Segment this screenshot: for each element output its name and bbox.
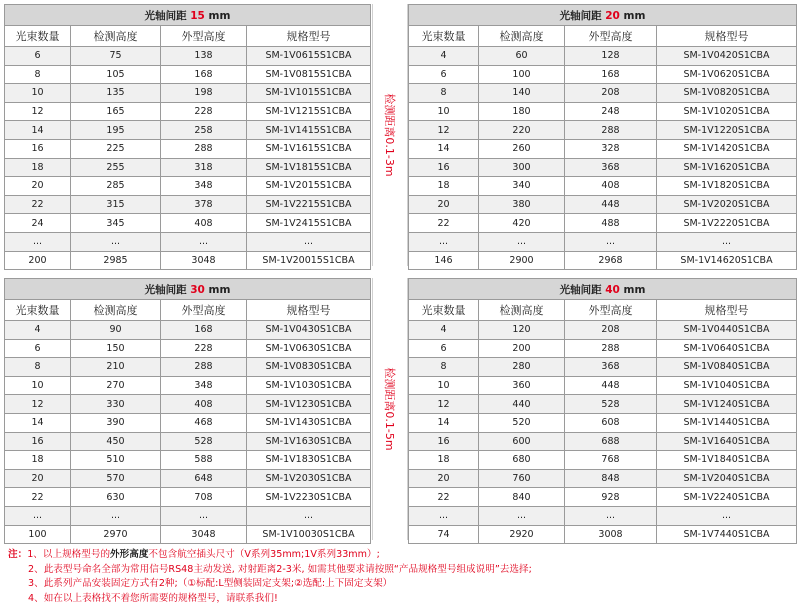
col-header-detect-height: 检测高度 (479, 26, 565, 47)
cell-detect-height: 105 (71, 65, 161, 84)
table-row (409, 251, 797, 270)
table-title: 光轴间距 40 mm (409, 279, 797, 300)
cell-outer-height: 3048 (161, 525, 247, 544)
cell-beam-count: 8 (5, 65, 71, 84)
cell-model: SM-1V1820S1CBA (657, 177, 797, 196)
cell-detect-height: 200 (479, 339, 565, 358)
table-row (409, 525, 797, 544)
cell-detect-height: ... (479, 506, 565, 525)
table-row (409, 84, 797, 103)
cell-detect-height: 2900 (479, 251, 565, 270)
table-row (5, 195, 371, 214)
cell-outer-height: 928 (565, 488, 657, 507)
cell-model: SM-1V0420S1CBA (657, 47, 797, 66)
cell-model: SM-1V0440S1CBA (657, 321, 797, 340)
cell-detect-height: 260 (479, 139, 565, 158)
cell-detect-height: 2985 (71, 251, 161, 270)
cell-outer-height: 368 (565, 358, 657, 377)
cell-beam-count: 146 (409, 251, 479, 270)
cell-beam-count: 24 (5, 214, 71, 233)
cell-outer-height: 708 (161, 488, 247, 507)
cell-detect-height: 2970 (71, 525, 161, 544)
cell-outer-height: 2968 (565, 251, 657, 270)
cell-detect-height: ... (479, 232, 565, 251)
table-row (5, 451, 371, 470)
cell-detect-height: 345 (71, 214, 161, 233)
cell-outer-height: 648 (161, 469, 247, 488)
cell-beam-count: 18 (409, 451, 479, 470)
table-title: 光轴间距 15 mm (5, 5, 371, 26)
table-row (5, 413, 371, 432)
table-row (409, 376, 797, 395)
cell-detect-height: 75 (71, 47, 161, 66)
cell-detect-height: 630 (71, 488, 161, 507)
cell-beam-count: 14 (5, 121, 71, 140)
cell-outer-height: 528 (161, 432, 247, 451)
cell-outer-height: ... (161, 506, 247, 525)
cell-outer-height: 138 (161, 47, 247, 66)
cell-beam-count: 20 (409, 469, 479, 488)
cell-outer-height: 448 (565, 195, 657, 214)
cell-beam-count: 12 (409, 395, 479, 414)
cell-detect-height: ... (71, 232, 161, 251)
cell-detect-height: 840 (479, 488, 565, 507)
spec-table-20mm (408, 4, 797, 270)
cell-model: SM-1V0640S1CBA (657, 339, 797, 358)
cell-model: SM-1V1030S1CBA (247, 376, 371, 395)
cell-beam-count: 4 (409, 47, 479, 66)
table-body (5, 321, 371, 544)
col-header-beam-count: 光束数量 (5, 300, 71, 321)
cell-beam-count: 18 (409, 177, 479, 196)
cell-beam-count: 200 (5, 251, 71, 270)
table-row (409, 432, 797, 451)
table-title: 光轴间距 20 mm (409, 5, 797, 26)
cell-model: SM-1V1040S1CBA (657, 376, 797, 395)
cell-model: SM-1V2240S1CBA (657, 488, 797, 507)
table-row (5, 488, 371, 507)
table-row (5, 139, 371, 158)
cell-model: SM-1V0620S1CBA (657, 65, 797, 84)
cell-model: SM-1V2230S1CBA (247, 488, 371, 507)
cell-outer-height: 408 (161, 395, 247, 414)
cell-beam-count: 20 (5, 177, 71, 196)
col-header-model: 规格型号 (657, 26, 797, 47)
cell-beam-count: 4 (5, 321, 71, 340)
cell-beam-count: 18 (5, 158, 71, 177)
cell-outer-height: 288 (161, 139, 247, 158)
spec-group-top (0, 4, 800, 266)
cell-beam-count: 10 (409, 376, 479, 395)
table-body (5, 47, 371, 270)
table-row (5, 177, 371, 196)
cell-model: SM-1V0430S1CBA (247, 321, 371, 340)
table-row (5, 47, 371, 66)
table-row (5, 321, 371, 340)
cell-beam-count: ... (409, 232, 479, 251)
cell-model: ... (657, 232, 797, 251)
cell-model: SM-1V1630S1CBA (247, 432, 371, 451)
cell-detect-height: 600 (479, 432, 565, 451)
table-row (409, 339, 797, 358)
cell-outer-height: 228 (161, 102, 247, 121)
table-row (5, 84, 371, 103)
table-row (409, 158, 797, 177)
cell-outer-height: 248 (565, 102, 657, 121)
cell-model: SM-1V1615S1CBA (247, 139, 371, 158)
col-header-outer-height: 外型高度 (161, 26, 247, 47)
cell-outer-height: 258 (161, 121, 247, 140)
cell-outer-height: 528 (565, 395, 657, 414)
cell-outer-height: 688 (565, 432, 657, 451)
detection-range-label: 检测距离0.1-3m (383, 93, 396, 177)
cell-outer-height: 348 (161, 177, 247, 196)
cell-model: ... (247, 506, 371, 525)
cell-beam-count: 6 (5, 339, 71, 358)
col-header-model: 规格型号 (247, 300, 371, 321)
table-row (5, 158, 371, 177)
col-header-beam-count: 光束数量 (409, 26, 479, 47)
cell-beam-count: 12 (409, 121, 479, 140)
table-body (409, 47, 797, 270)
cell-model: SM-1V1215S1CBA (247, 102, 371, 121)
cell-detect-height: 140 (479, 84, 565, 103)
cell-model: SM-1V1815S1CBA (247, 158, 371, 177)
table-row (409, 413, 797, 432)
cell-detect-height: 390 (71, 413, 161, 432)
cell-model: SM-1V1430S1CBA (247, 413, 371, 432)
table-row (5, 432, 371, 451)
cell-detect-height: 150 (71, 339, 161, 358)
table-row (5, 65, 371, 84)
cell-outer-height: 328 (565, 139, 657, 158)
cell-detect-height: 180 (479, 102, 565, 121)
table-row (409, 121, 797, 140)
spec-table-15mm (4, 4, 371, 270)
note-3: 3、此系列产品安装固定方式有2种;（①标配:L型侧装固定支架;②选配:上下固定支架） (28, 578, 393, 589)
table-row (5, 525, 371, 544)
cell-model: SM-1V0840S1CBA (657, 358, 797, 377)
table-row (409, 232, 797, 251)
cell-beam-count: 10 (5, 376, 71, 395)
range-label-column (372, 278, 408, 540)
cell-beam-count: 14 (409, 139, 479, 158)
cell-outer-height: 198 (161, 84, 247, 103)
note-1: 注：1、以上规格型号的外形高度不包含航空插头尺寸（V系列35mm;1V系列33mm）; (8, 549, 380, 560)
cell-outer-height: 848 (565, 469, 657, 488)
cell-beam-count: 22 (5, 195, 71, 214)
cell-outer-height: 228 (161, 339, 247, 358)
cell-outer-height: 768 (565, 451, 657, 470)
cell-detect-height: 680 (479, 451, 565, 470)
table-row (409, 488, 797, 507)
cell-model: SM-1V2020S1CBA (657, 195, 797, 214)
note-4: 4、如在以上表格找不着您所需要的规格型号，请联系我们! (28, 592, 278, 604)
cell-model: SM-1V0820S1CBA (657, 84, 797, 103)
cell-beam-count: 8 (409, 358, 479, 377)
cell-detect-height: 760 (479, 469, 565, 488)
cell-beam-count: 20 (409, 195, 479, 214)
cell-beam-count: 14 (409, 413, 479, 432)
cell-beam-count: 22 (5, 488, 71, 507)
table-row (409, 102, 797, 121)
cell-outer-height: 168 (161, 321, 247, 340)
cell-model: SM-1V0815S1CBA (247, 65, 371, 84)
cell-detect-height: 100 (479, 65, 565, 84)
cell-beam-count: 16 (409, 432, 479, 451)
cell-model: SM-1V0630S1CBA (247, 339, 371, 358)
spec-table-40mm (408, 278, 797, 544)
cell-beam-count: 4 (409, 321, 479, 340)
cell-detect-height: 520 (479, 413, 565, 432)
table-row (409, 358, 797, 377)
cell-detect-height: 300 (479, 158, 565, 177)
cell-model: SM-1V2215S1CBA (247, 195, 371, 214)
table-row (409, 177, 797, 196)
cell-outer-height: 408 (161, 214, 247, 233)
table-row (409, 395, 797, 414)
cell-beam-count: 22 (409, 214, 479, 233)
col-header-outer-height: 外型高度 (565, 300, 657, 321)
cell-beam-count: 8 (409, 84, 479, 103)
cell-model: SM-1V1015S1CBA (247, 84, 371, 103)
table-row (409, 47, 797, 66)
cell-detect-height: 510 (71, 451, 161, 470)
table-row (409, 195, 797, 214)
table-row (5, 358, 371, 377)
cell-model: SM-1V1420S1CBA (657, 139, 797, 158)
cell-model: SM-1V1020S1CBA (657, 102, 797, 121)
cell-beam-count: 16 (5, 432, 71, 451)
cell-model: SM-1V1230S1CBA (247, 395, 371, 414)
cell-model: SM-1V1640S1CBA (657, 432, 797, 451)
cell-model: SM-1V2040S1CBA (657, 469, 797, 488)
col-header-model: 规格型号 (657, 300, 797, 321)
cell-detect-height: 270 (71, 376, 161, 395)
table-row (5, 469, 371, 488)
cell-model: SM-1V2415S1CBA (247, 214, 371, 233)
cell-outer-height: 208 (565, 84, 657, 103)
cell-model: SM-1V0830S1CBA (247, 358, 371, 377)
cell-model: SM-1V1220S1CBA (657, 121, 797, 140)
cell-detect-height: 340 (479, 177, 565, 196)
cell-beam-count: 16 (5, 139, 71, 158)
spec-table-30mm (4, 278, 371, 544)
table-row (409, 451, 797, 470)
table-row (5, 102, 371, 121)
cell-outer-height: 288 (161, 358, 247, 377)
cell-detect-height: 450 (71, 432, 161, 451)
col-header-beam-count: 光束数量 (409, 300, 479, 321)
col-header-model: 规格型号 (247, 26, 371, 47)
cell-detect-height: 440 (479, 395, 565, 414)
cell-detect-height: 135 (71, 84, 161, 103)
cell-beam-count: 12 (5, 102, 71, 121)
cell-beam-count: 10 (409, 102, 479, 121)
table-row (409, 506, 797, 525)
cell-detect-height: 60 (479, 47, 565, 66)
range-label-column (372, 4, 408, 266)
cell-detect-height: 315 (71, 195, 161, 214)
col-header-detect-height: 检测高度 (479, 300, 565, 321)
cell-model: SM-1V2220S1CBA (657, 214, 797, 233)
cell-outer-height: 168 (161, 65, 247, 84)
cell-beam-count: 8 (5, 358, 71, 377)
cell-model: SM-1V1440S1CBA (657, 413, 797, 432)
notes-section (8, 548, 798, 606)
cell-outer-height: 408 (565, 177, 657, 196)
cell-beam-count: 6 (409, 339, 479, 358)
table-row (5, 376, 371, 395)
cell-model: SM-1V20015S1CBA (247, 251, 371, 270)
spec-group-bottom (0, 278, 800, 540)
cell-model: SM-1V1415S1CBA (247, 121, 371, 140)
cell-model: SM-1V1840S1CBA (657, 451, 797, 470)
cell-outer-height: 588 (161, 451, 247, 470)
cell-detect-height: 120 (479, 321, 565, 340)
cell-outer-height: 368 (565, 158, 657, 177)
cell-detect-height: 330 (71, 395, 161, 414)
cell-outer-height: 468 (161, 413, 247, 432)
cell-outer-height: 448 (565, 376, 657, 395)
note-2: 2、此表型号命名全部为常用信号RS48主动发送, 对射距离2-3米, 如需其他要求请按照“产品规格型号组成说明”去选择; (28, 563, 532, 575)
cell-detect-height: 220 (479, 121, 565, 140)
cell-detect-height: 210 (71, 358, 161, 377)
table-row (5, 232, 371, 251)
detection-range-label: 检测距离0.1-5m (383, 367, 396, 451)
cell-outer-height: 168 (565, 65, 657, 84)
table-row (5, 395, 371, 414)
cell-detect-height: 225 (71, 139, 161, 158)
cell-model: SM-1V2015S1CBA (247, 177, 371, 196)
table-row (409, 214, 797, 233)
table-row (409, 139, 797, 158)
cell-beam-count: 18 (5, 451, 71, 470)
table-row (5, 506, 371, 525)
table-row (5, 251, 371, 270)
cell-outer-height: 128 (565, 47, 657, 66)
col-header-detect-height: 检测高度 (71, 26, 161, 47)
table-row (409, 321, 797, 340)
cell-detect-height: 165 (71, 102, 161, 121)
cell-beam-count: 12 (5, 395, 71, 414)
cell-model: SM-1V10030S1CBA (247, 525, 371, 544)
cell-outer-height: 288 (565, 121, 657, 140)
cell-beam-count: 74 (409, 525, 479, 544)
col-header-beam-count: 光束数量 (5, 26, 71, 47)
cell-detect-height: 285 (71, 177, 161, 196)
cell-outer-height: ... (565, 232, 657, 251)
cell-beam-count: 20 (5, 469, 71, 488)
cell-outer-height: 3048 (161, 251, 247, 270)
cell-outer-height: ... (565, 506, 657, 525)
table-row (409, 469, 797, 488)
cell-detect-height: 380 (479, 195, 565, 214)
table-row (409, 65, 797, 84)
cell-outer-height: ... (161, 232, 247, 251)
table-title: 光轴间距 30 mm (5, 279, 371, 300)
cell-detect-height: 360 (479, 376, 565, 395)
cell-beam-count: 14 (5, 413, 71, 432)
cell-detect-height: 570 (71, 469, 161, 488)
cell-beam-count: 6 (409, 65, 479, 84)
cell-detect-height: 90 (71, 321, 161, 340)
cell-beam-count: ... (409, 506, 479, 525)
cell-beam-count: 10 (5, 84, 71, 103)
cell-outer-height: 348 (161, 376, 247, 395)
cell-model: SM-1V1620S1CBA (657, 158, 797, 177)
cell-model: SM-1V0615S1CBA (247, 47, 371, 66)
cell-detect-height: 2920 (479, 525, 565, 544)
cell-beam-count: ... (5, 506, 71, 525)
cell-outer-height: 318 (161, 158, 247, 177)
cell-model: SM-1V2030S1CBA (247, 469, 371, 488)
cell-beam-count: 100 (5, 525, 71, 544)
cell-outer-height: 288 (565, 339, 657, 358)
cell-outer-height: 3008 (565, 525, 657, 544)
cell-beam-count: 6 (5, 47, 71, 66)
cell-outer-height: 608 (565, 413, 657, 432)
cell-detect-height: ... (71, 506, 161, 525)
cell-model: SM-1V14620S1CBA (657, 251, 797, 270)
col-header-outer-height: 外型高度 (161, 300, 247, 321)
cell-detect-height: 420 (479, 214, 565, 233)
cell-detect-height: 280 (479, 358, 565, 377)
cell-model: ... (247, 232, 371, 251)
cell-model: SM-1V1240S1CBA (657, 395, 797, 414)
cell-outer-height: 378 (161, 195, 247, 214)
table-row (5, 339, 371, 358)
col-header-outer-height: 外型高度 (565, 26, 657, 47)
table-row (5, 121, 371, 140)
cell-beam-count: 22 (409, 488, 479, 507)
cell-model: ... (657, 506, 797, 525)
cell-detect-height: 195 (71, 121, 161, 140)
table-body (409, 321, 797, 544)
cell-beam-count: ... (5, 232, 71, 251)
cell-detect-height: 255 (71, 158, 161, 177)
cell-outer-height: 208 (565, 321, 657, 340)
cell-outer-height: 488 (565, 214, 657, 233)
cell-model: SM-1V1830S1CBA (247, 451, 371, 470)
cell-beam-count: 16 (409, 158, 479, 177)
cell-model: SM-1V7440S1CBA (657, 525, 797, 544)
table-row (5, 214, 371, 233)
col-header-detect-height: 检测高度 (71, 300, 161, 321)
